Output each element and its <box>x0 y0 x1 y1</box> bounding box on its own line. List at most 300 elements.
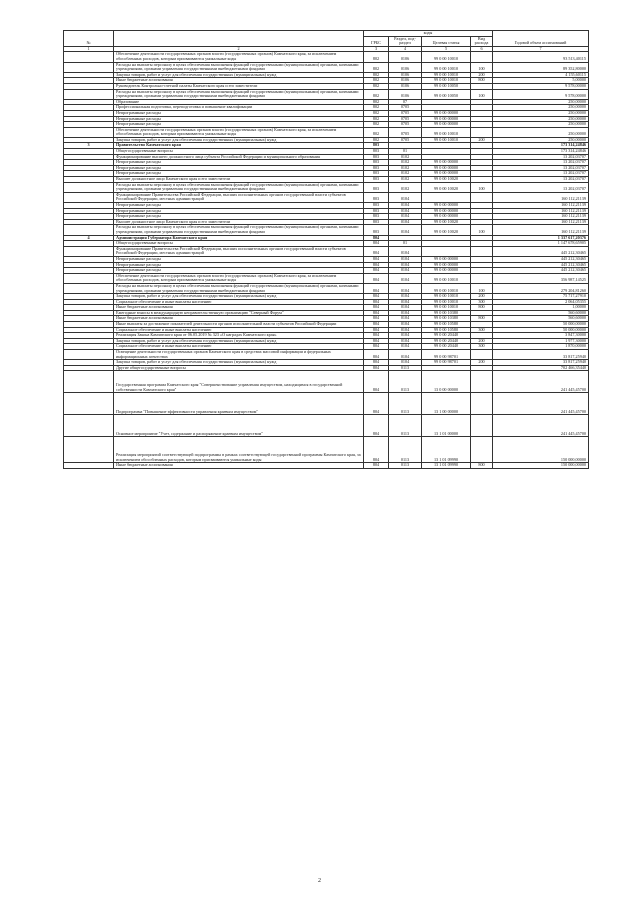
row-section: 0104 <box>389 310 422 316</box>
row-name: Обеспечение деятельности государственных органов власти (государственных органов) Камчатского края, за исключением обособленных расходов, которым присваиваются уникальные коды <box>114 273 364 283</box>
row-target-article: 99 0 00 00000 <box>422 262 471 268</box>
row-target-article: 99 0 00 10010 <box>422 299 471 305</box>
row-section: 0106 <box>389 72 422 78</box>
row-name: Реализация Закона Камчатского края от 06.05.2019 № 323 «О наградах Камчатского края» <box>114 333 364 339</box>
row-amount: 250,00000 <box>493 99 589 105</box>
row-amount: 160 112,21139 <box>493 208 589 214</box>
row-target-article: 13 1 01 00000 <box>422 415 471 437</box>
row-grbs: 802 <box>364 89 389 99</box>
column-index: 1 <box>64 46 114 52</box>
column-index: 6 <box>471 46 493 52</box>
table-row <box>64 192 589 202</box>
row-grbs: 804 <box>364 333 389 339</box>
row-number <box>64 350 114 360</box>
row-section: 0104 <box>389 246 422 256</box>
column-index: 4 <box>389 46 422 52</box>
row-target-article <box>422 192 471 202</box>
row-section: 0106 <box>389 83 422 89</box>
row-name: Освещение деятельности государственных органов Камчатского края в средствах массовой информации и федеральных информационных агентствах <box>114 350 364 360</box>
row-grbs: 802 <box>364 122 389 128</box>
table-row <box>64 273 589 283</box>
table-row <box>64 393 589 415</box>
row-target-article: 99 0 00 00000 <box>422 208 471 214</box>
row-name: Социальное обеспечение и иные выплаты населению <box>114 327 364 333</box>
row-number <box>64 225 114 235</box>
row-target-article: 99 0 00 10010 <box>422 78 471 84</box>
row-target-article: 13 1 01 09990 <box>422 437 471 463</box>
row-name: Общегосударственные вопросы <box>114 241 364 247</box>
row-section: 0104 <box>389 360 422 366</box>
row-expense-type <box>471 273 493 283</box>
row-name: Реализация мероприятий соответствующей подпрограммы в рамках соответствующей государственной программы Камчатского края, за исключением обособленных расходов, которым присваиваются уникальные коды <box>114 437 364 463</box>
row-name: Иные бюджетные ассигнования <box>114 78 364 84</box>
row-section: 01 <box>389 241 422 247</box>
table-row <box>64 182 589 192</box>
row-target-article: 13 0 00 00000 <box>422 371 471 393</box>
row-section: 0705 <box>389 110 422 116</box>
row-amount: 89 352,80000 <box>493 62 589 72</box>
row-grbs: 803 <box>364 154 389 160</box>
row-name: Функционирование Правительства Российской Федерации, высших исполнительных органов государственной власти субъектов Российской Федерации, местных администраций <box>114 246 364 256</box>
row-target-article: 99 0 00 00000 <box>422 256 471 262</box>
row-grbs: 802 <box>364 99 389 105</box>
row-expense-type <box>471 350 493 360</box>
row-name: Расходы на выплаты персоналу в целях обеспечения выполнения функций государственными (муниципальными) органами, казенными учреждениями, органами управления государственными внебюджетными фондами <box>114 89 364 99</box>
row-name: Высшее должностное лицо Камчатского края и его заместители <box>114 177 364 183</box>
table-row <box>64 415 589 437</box>
row-amount: 1,00000 <box>493 305 589 311</box>
row-name: Непрограммные расходы <box>114 214 364 220</box>
row-grbs: 804 <box>364 371 389 393</box>
row-target-article: 99 0 00 00000 <box>422 214 471 220</box>
row-section: 01 <box>389 149 422 155</box>
row-expense-type: 300 <box>471 299 493 305</box>
page-number: 2 <box>318 878 321 884</box>
row-grbs: 803 <box>364 160 389 166</box>
row-name: Расходы на выплаты персоналу в целях обеспечения выполнения функций государственными (муниципальными) органами, казенными учреждениями, органами управления государственными внебюджетными фондами <box>114 283 364 293</box>
table-row <box>64 283 589 293</box>
row-name: Подпрограмма "Повышение эффективности управления краевым имуществом" <box>114 393 364 415</box>
row-target-article: 99 0 00 10010 <box>422 137 471 143</box>
row-amount: 445 212,30465 <box>493 268 589 274</box>
row-section: 0104 <box>389 203 422 209</box>
row-name: Непрограммные расходы <box>114 262 364 268</box>
row-amount: 150 000,00000 <box>493 463 589 469</box>
row-grbs: 804 <box>364 463 389 469</box>
row-name: Основное мероприятие "Учет, содержание и распоряжение краевым имуществом" <box>114 415 364 437</box>
row-grbs: 804 <box>364 327 389 333</box>
row-grbs: 803 <box>364 192 389 202</box>
row-section: 0102 <box>389 160 422 166</box>
row-amount: 13 202,03707 <box>493 160 589 166</box>
header-section: Раздел, под-раздел <box>389 36 422 46</box>
row-number: 4 <box>64 235 114 241</box>
row-amount: 445 212,30465 <box>493 246 589 256</box>
row-section: 0104 <box>389 225 422 235</box>
row-amount: 160 112,21139 <box>493 203 589 209</box>
row-section: 0106 <box>389 89 422 99</box>
row-section: 0113 <box>389 463 422 469</box>
row-name: Функционирование Правительства Российской Федерации, высших исполнительных органов государственной власти субъектов Российской Федерации, местных администраций <box>114 192 364 202</box>
row-expense-type <box>471 393 493 415</box>
row-target-article: 13 1 00 00000 <box>422 393 471 415</box>
row-target-article: 99 0 00 00000 <box>422 165 471 171</box>
table-row <box>64 225 589 235</box>
row-expense-type <box>471 246 493 256</box>
row-grbs: 803 <box>364 208 389 214</box>
row-name: Закупка товаров, работ и услуг для обеспечения государственных (муниципальных) нужд <box>114 360 364 366</box>
row-target-article: 99 0 00 10020 <box>422 177 471 183</box>
row-number <box>64 415 114 437</box>
row-name: Расходы на выплаты персоналу в целях обеспечения выполнения функций государственными (муниципальными) органами, казенными учреждениями, органами управления государственными внебюджетными фондами <box>114 62 364 72</box>
row-name: Другие общегосударственные вопросы <box>114 365 364 371</box>
row-grbs: 804 <box>364 393 389 415</box>
row-target-article: 99 0 00 10020 <box>422 219 471 225</box>
row-grbs: 804 <box>364 235 389 241</box>
row-expense-type: 800 <box>471 463 493 469</box>
row-name: Непрограммные расходы <box>114 208 364 214</box>
row-amount: 241 445,45700 <box>493 371 589 393</box>
row-grbs: 804 <box>364 437 389 463</box>
row-target-article: 99 0 00 10020 <box>422 182 471 192</box>
row-grbs: 802 <box>364 110 389 116</box>
row-grbs: 804 <box>364 256 389 262</box>
row-grbs: 803 <box>364 203 389 209</box>
row-amount: 33 817,25940 <box>493 350 589 360</box>
table-row <box>64 350 589 360</box>
row-amount: 160 112,21139 <box>493 192 589 202</box>
row-grbs: 802 <box>364 62 389 72</box>
row-amount: 250,00000 <box>493 105 589 111</box>
row-name: Государственная программа Камчатского края "Совершенствование управления имуществом, находящимся в государственной собственности Камчатского края" <box>114 371 364 393</box>
row-target-article: 99 0 00 00000 <box>422 116 471 122</box>
row-amount: 13 202,03707 <box>493 165 589 171</box>
row-name: Руководитель Контрольно-счетной палаты Камчатского края и его заместители <box>114 83 364 89</box>
row-target-article: 99 0 00 98701 <box>422 360 471 366</box>
row-number <box>64 393 114 415</box>
row-name: Обеспечение деятельности государственных органов власти (государственных органов) Камчатского края, за исключением обособленных расходов, которым присваиваются уникальные коды <box>114 127 364 137</box>
row-grbs: 803 <box>364 214 389 220</box>
row-amount: 160 112,21139 <box>493 225 589 235</box>
row-name: Расходы на выплаты персоналу в целях обеспечения выполнения функций государственными (муниципальными) органами, казенными учреждениями, органами управления государственными внебюджетными фондами <box>114 182 364 192</box>
row-name: Непрограммные расходы <box>114 122 364 128</box>
row-section: 0102 <box>389 182 422 192</box>
header-codes: коды <box>364 31 493 37</box>
row-name: Закупка товаров, работ и услуг для обеспечения государственных (муниципальных) нужд <box>114 72 364 78</box>
row-name: Непрограммные расходы <box>114 116 364 122</box>
row-amount: 241 445,45700 <box>493 393 589 415</box>
row-section: 0113 <box>389 365 422 371</box>
row-name: Закупка товаров, работ и услуг для обеспечения государственных (муниципальных) нужд <box>114 137 364 143</box>
row-section: 0104 <box>389 350 422 360</box>
row-target-article: 99 0 00 00000 <box>422 122 471 128</box>
column-index: 5 <box>422 46 471 52</box>
row-section: 0104 <box>389 273 422 283</box>
row-name: Администрация Губернатора Камчатского края <box>114 235 364 241</box>
row-grbs: 802 <box>364 127 389 137</box>
row-expense-type: 800 <box>471 316 493 322</box>
row-expense-type: 200 <box>471 338 493 344</box>
row-grbs: 803 <box>364 177 389 183</box>
header-grbs: ГРБС <box>364 36 389 46</box>
row-target-article: 99 0 00 20440 <box>422 338 471 344</box>
row-section: 0104 <box>389 322 422 328</box>
row-amount: 560,60000 <box>493 310 589 316</box>
table-row <box>64 371 589 393</box>
row-section: 0705 <box>389 127 422 137</box>
row-amount: 356 987,14525 <box>493 273 589 283</box>
row-name: Закупка товаров, работ и услуг для обеспечения государственных (муниципальных) нужд <box>114 338 364 344</box>
row-target-article: 99 0 00 10010 <box>422 283 471 293</box>
row-target-article: 99 0 00 10010 <box>422 52 471 62</box>
row-target-article <box>422 246 471 256</box>
row-amount: 33 817,25940 <box>493 360 589 366</box>
row-amount: 93 513,40115 <box>493 52 589 62</box>
row-name: Обеспечение деятельности государственных органов власти (государственных органов) Камчатского края, за исключением обособленных расходов, которым присваиваются уникальные коды <box>114 52 364 62</box>
row-section: 0102 <box>389 154 422 160</box>
row-amount: 9 578,00000 <box>493 89 589 99</box>
row-grbs: 803 <box>364 171 389 177</box>
row-section: 0113 <box>389 371 422 393</box>
row-name: Ежегодные взносы в международную неправительственную организацию "Северный Форум" <box>114 310 364 316</box>
row-target-article: 99 0 00 10020 <box>422 225 471 235</box>
row-section: 0104 <box>389 256 422 262</box>
row-section: 0104 <box>389 299 422 305</box>
table-row <box>64 246 589 256</box>
row-number <box>64 273 114 283</box>
row-expense-type: 100 <box>471 225 493 235</box>
row-section: 0104 <box>389 333 422 339</box>
row-grbs: 802 <box>364 72 389 78</box>
row-section: 0104 <box>389 262 422 268</box>
row-target-article: 99 0 00 00000 <box>422 203 471 209</box>
row-number <box>64 463 114 469</box>
budget-table <box>63 30 589 469</box>
row-amount: 160 112,21139 <box>493 219 589 225</box>
row-section: 0104 <box>389 208 422 214</box>
row-name: Общегосударственные вопросы <box>114 149 364 155</box>
row-section: 0705 <box>389 116 422 122</box>
column-index: 3 <box>364 46 389 52</box>
row-name: Социальное обеспечение и иные выплаты населению <box>114 299 364 305</box>
row-expense-type: 300 <box>471 327 493 333</box>
row-section: 0104 <box>389 316 422 322</box>
row-name: Профессиональная подготовка, переподготовка и повышение квалификации <box>114 105 364 111</box>
row-section: 0104 <box>389 283 422 293</box>
row-amount: 445 212,30465 <box>493 262 589 268</box>
row-expense-type <box>471 437 493 463</box>
row-target-article: 99 0 00 10580 <box>422 322 471 328</box>
row-grbs: 804 <box>364 344 389 350</box>
row-number <box>64 283 114 293</box>
row-grbs: 804 <box>364 365 389 371</box>
row-section: 0104 <box>389 192 422 202</box>
row-grbs: 804 <box>364 360 389 366</box>
row-name: Иные выплаты за достижение показателей деятельности органов исполнительной власти субъектов Российской Федерации <box>114 322 364 328</box>
row-expense-type: 200 <box>471 72 493 78</box>
row-grbs: 803 <box>364 225 389 235</box>
row-grbs: 804 <box>364 299 389 305</box>
row-amount: 1 870,00000 <box>493 344 589 350</box>
row-name: Образование <box>114 99 364 105</box>
row-target-article: 99 0 00 10010 <box>422 273 471 283</box>
row-target-article: 99 0 00 00000 <box>422 110 471 116</box>
row-number <box>64 246 114 256</box>
row-expense-type: 200 <box>471 137 493 143</box>
row-section: 0104 <box>389 344 422 350</box>
row-amount: 560,60000 <box>493 316 589 322</box>
row-section: 0102 <box>389 177 422 183</box>
row-grbs: 803 <box>364 165 389 171</box>
row-target-article: 13 1 01 09990 <box>422 463 471 469</box>
row-number <box>64 437 114 463</box>
row-name: Непрограммные расходы <box>114 165 364 171</box>
table-row <box>64 89 589 99</box>
row-grbs: 804 <box>364 305 389 311</box>
row-section: 0104 <box>389 214 422 220</box>
table-row <box>64 437 589 463</box>
header-annual-volume: Годовой объем ассигнований <box>493 31 589 47</box>
column-index: 2 <box>114 46 364 52</box>
row-target-article: 99 0 00 10010 <box>422 62 471 72</box>
row-amount: 75 717,27910 <box>493 294 589 300</box>
row-number <box>64 62 114 72</box>
row-grbs: 804 <box>364 246 389 256</box>
row-section: 0106 <box>389 62 422 72</box>
row-number <box>64 371 114 393</box>
row-amount: 13 202,03707 <box>493 177 589 183</box>
row-amount: 1 977,30000 <box>493 338 589 344</box>
row-amount: 279 204,81260 <box>493 283 589 293</box>
row-amount: 5,00000 <box>493 78 589 84</box>
header-number: № <box>64 31 114 47</box>
row-grbs: 804 <box>364 262 389 268</box>
row-section: 0106 <box>389 52 422 62</box>
row-amount: 13 202,03707 <box>493 154 589 160</box>
row-name: Функционирование высшего должностного лица субъекта Российской Федерации и муниципального образования <box>114 154 364 160</box>
row-target-article: 99 0 00 10380 <box>422 310 471 316</box>
row-grbs: 804 <box>364 316 389 322</box>
row-expense-type: 800 <box>471 305 493 311</box>
row-amount: 1 337 617,20376 <box>493 235 589 241</box>
row-name: Иные бюджетные ассигнования <box>114 316 364 322</box>
row-amount: 173 314,24846 <box>493 143 589 149</box>
row-name: Высшее должностное лицо Камчатского края и его заместители <box>114 219 364 225</box>
row-target-article: 99 0 00 00000 <box>422 171 471 177</box>
row-number <box>64 52 114 62</box>
row-section: 0113 <box>389 415 422 437</box>
row-target-article: 99 0 00 20440 <box>422 344 471 350</box>
row-amount: 1 147 678,65905 <box>493 241 589 247</box>
row-target-article: 99 0 00 00000 <box>422 268 471 274</box>
row-target-article: 99 0 00 10010 <box>422 72 471 78</box>
row-target-article: 99 0 00 10010 <box>422 305 471 311</box>
row-amount: 445 212,30465 <box>493 256 589 262</box>
row-expense-type <box>471 415 493 437</box>
row-target-article: 99 0 00 10380 <box>422 316 471 322</box>
row-target-article: 99 0 00 10010 <box>422 127 471 137</box>
row-expense-type <box>471 127 493 137</box>
row-expense-type: 300 <box>471 344 493 350</box>
row-grbs: 802 <box>364 116 389 122</box>
row-expense-type: 100 <box>471 62 493 72</box>
row-expense-type: 800 <box>471 78 493 84</box>
row-grbs: 803 <box>364 219 389 225</box>
row-amount: 250,00000 <box>493 127 589 137</box>
row-target-article: 99 0 00 10050 <box>422 83 471 89</box>
row-grbs: 804 <box>364 283 389 293</box>
row-grbs: 803 <box>364 143 389 149</box>
row-section: 0705 <box>389 105 422 111</box>
row-expense-type <box>471 52 493 62</box>
row-number <box>64 182 114 192</box>
row-number <box>64 192 114 202</box>
row-name: Социальное обеспечение и иные выплаты населению <box>114 344 364 350</box>
row-section: 0705 <box>389 122 422 128</box>
row-number: 3 <box>64 143 114 149</box>
row-amount: 2 064,05355 <box>493 299 589 305</box>
row-amount: 3 847,30000 <box>493 333 589 339</box>
row-expense-type: 200 <box>471 360 493 366</box>
row-amount: 250,00000 <box>493 122 589 128</box>
row-name: Расходы на выплаты персоналу в целях обеспечения выполнения функций государственными (муниципальными) органами, казенными учреждениями, органами управления государственными внебюджетными фондами <box>114 225 364 235</box>
row-grbs: 804 <box>364 273 389 283</box>
row-name: Иные бюджетные ассигнования <box>114 305 364 311</box>
row-section: 07 <box>389 99 422 105</box>
row-target-article: 99 0 00 98701 <box>422 350 471 360</box>
row-grbs: 804 <box>364 350 389 360</box>
table-row <box>64 52 589 62</box>
header-expense-type: Вид расхода <box>471 36 493 46</box>
table-row <box>64 62 589 72</box>
header-target-article: Целевая статья <box>422 36 471 46</box>
row-grbs: 804 <box>364 241 389 247</box>
row-name: Непрограммные расходы <box>114 160 364 166</box>
row-target-article: 99 0 00 10050 <box>422 89 471 99</box>
row-amount: 250,00000 <box>493 110 589 116</box>
row-amount: 50 000,00000 <box>493 327 589 333</box>
row-grbs: 804 <box>364 338 389 344</box>
row-expense-type: 100 <box>471 89 493 99</box>
row-amount: 9 578,00000 <box>493 83 589 89</box>
row-amount: 50 000,00000 <box>493 322 589 328</box>
row-section: 0106 <box>389 78 422 84</box>
row-section: 0104 <box>389 305 422 311</box>
row-target-article: 99 0 00 20440 <box>422 333 471 339</box>
row-expense-type <box>471 371 493 393</box>
row-amount: 173 314,24846 <box>493 149 589 155</box>
row-grbs: 802 <box>364 83 389 89</box>
row-target-article: 99 0 00 10010 <box>422 294 471 300</box>
row-grbs: 803 <box>364 149 389 155</box>
row-amount: 702 466,35440 <box>493 365 589 371</box>
row-amount: 250,00000 <box>493 116 589 122</box>
row-name: Непрограммные расходы <box>114 110 364 116</box>
row-name: Непрограммные расходы <box>114 268 364 274</box>
row-number <box>64 127 114 137</box>
row-section: 0102 <box>389 171 422 177</box>
row-grbs: 804 <box>364 322 389 328</box>
row-name: Правительство Камчатского края <box>114 143 364 149</box>
row-grbs: 804 <box>364 415 389 437</box>
row-section: 0113 <box>389 437 422 463</box>
row-amount: 13 202,03707 <box>493 171 589 177</box>
row-grbs: 802 <box>364 78 389 84</box>
row-section: 0104 <box>389 268 422 274</box>
row-target-article: 99 0 00 00000 <box>422 160 471 166</box>
row-name: Закупка товаров, работ и услуг для обеспечения государственных (муниципальных) нужд <box>114 294 364 300</box>
header-name <box>114 31 364 47</box>
